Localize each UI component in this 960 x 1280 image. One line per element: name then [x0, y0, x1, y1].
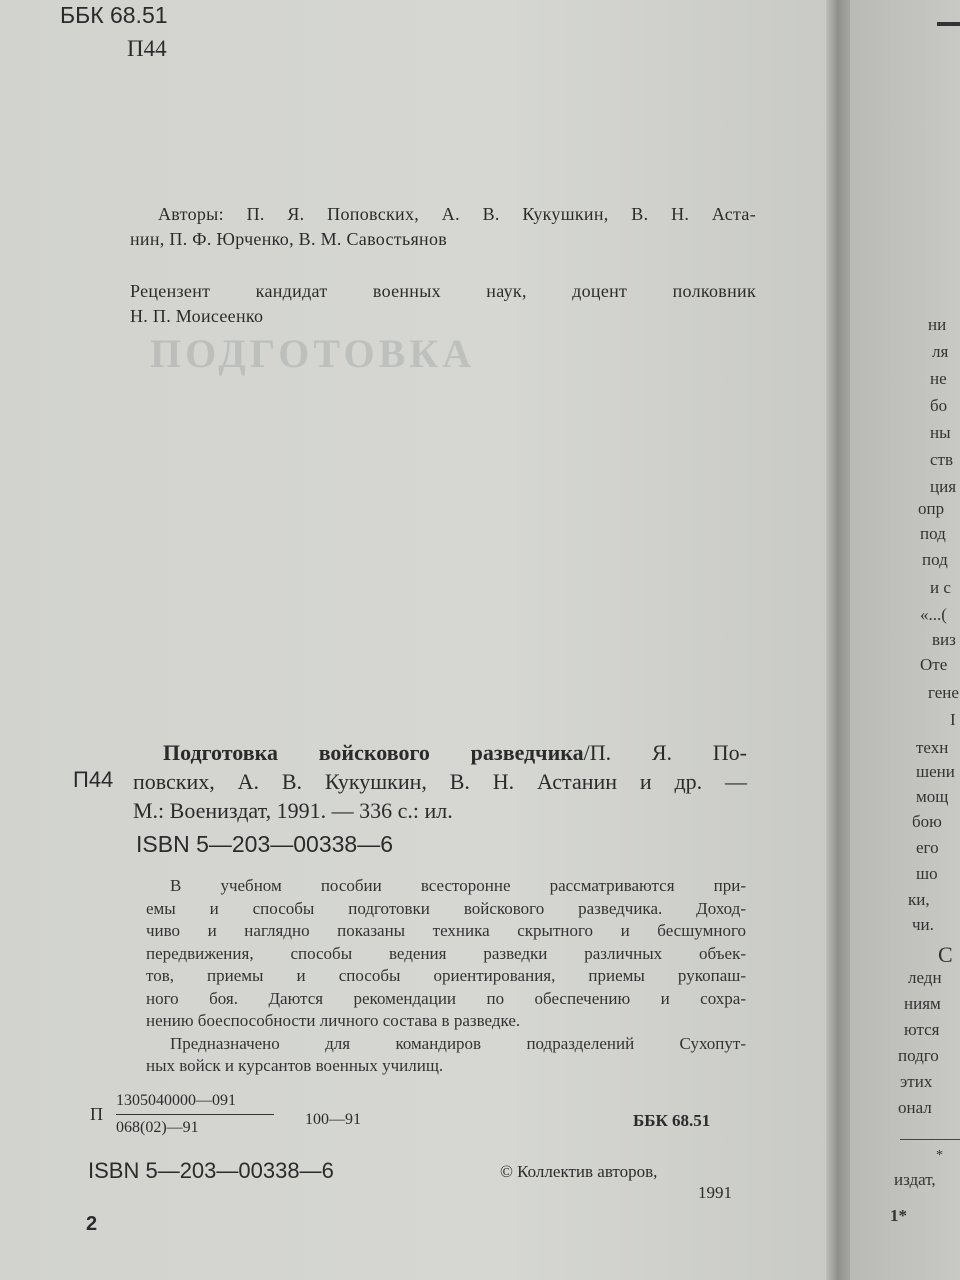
imprint-isbn: ISBN 5—203—00338—6 — [88, 1158, 334, 1183]
right-fragment: онал — [898, 1098, 932, 1117]
catalog-entry — [133, 738, 747, 825]
authors-block — [130, 202, 756, 252]
right-fragment: чи. — [912, 915, 934, 934]
page-number: 2 — [86, 1213, 98, 1235]
annotation-block — [146, 875, 746, 1078]
right-fragment: его — [916, 838, 939, 857]
imprint-numerator: 1305040000—091 — [116, 1090, 274, 1115]
annotation-line: нению боеспособности личного состава в разведке. — [146, 1011, 521, 1030]
annotation-line: В учебном пособии всесторонне рассматриваются при- — [170, 876, 746, 895]
authors-line-1: Авторы: П. Я. Поповских, А. В. Кукушкин, В. Н. Аста- — [158, 204, 756, 224]
right-fragment: «...( — [920, 605, 947, 624]
book-title: Подготовка войскового разведчика — [163, 740, 584, 765]
right-fragment: издат, — [894, 1170, 936, 1189]
catalog-line-3: М.: Воениздат, 1991. — 336 с.: ил. — [133, 798, 453, 823]
catalog-side-code: П44 — [73, 767, 114, 792]
catalog-title-line — [133, 738, 747, 767]
right-fragment: С — [938, 942, 953, 967]
right-fragment: шо — [916, 864, 938, 883]
title-rest: /П. Я. По- — [583, 740, 748, 765]
dash-mark — [937, 22, 960, 26]
right-fragment: бою — [912, 812, 942, 831]
right-fragment: виз — [932, 630, 956, 649]
annotation-line: чиво и наглядно показаны техника скрытного и бесшумного — [146, 921, 746, 940]
bleed-through-shadow: ПОДГОТОВКА — [150, 331, 476, 376]
right-fragment: подго — [898, 1046, 939, 1065]
right-fragment: под — [922, 550, 948, 569]
annotation-line: Предназначено для командиров подразделений Сухопут- — [170, 1033, 746, 1053]
copyright-year: 1991 — [698, 1183, 732, 1202]
right-fragment: бо — [930, 396, 948, 415]
right-fragment: ни — [928, 315, 947, 334]
copyright-line: © Коллектив авторов, — [500, 1162, 658, 1181]
right-fragment: ются — [904, 1020, 940, 1039]
right-fragment: ств — [930, 450, 954, 469]
catalog-line-2: повских, А. В. Кукушкин, В. Н. Астанин и др. — — [133, 769, 747, 794]
reviewer-line-2: Н. П. Моисеенко — [130, 306, 264, 326]
footnote-rule — [900, 1139, 960, 1140]
right-fragment: не — [930, 369, 947, 388]
imprint-letter: П — [90, 1104, 103, 1124]
right-fragment: техн — [916, 738, 949, 757]
right-fragment: ция — [930, 477, 957, 496]
right-fragment: опр — [918, 499, 945, 518]
right-fragment: 1* — [890, 1206, 907, 1225]
right-fragment: этих — [900, 1072, 933, 1091]
imprint-side-code: 100—91 — [305, 1111, 361, 1128]
right-fragment: ны — [930, 423, 951, 442]
annotation-line: емы и способы подготовки войскового разведчика. Доход- — [146, 898, 746, 918]
authors-line-2: нин, П. Ф. Юрченко, В. М. Савостьянов — [130, 229, 448, 249]
annotation-line: передвижения, способы ведения разведки различных объек- — [146, 943, 746, 963]
reviewer-line-1: Рецензент кандидат военных наук, доцент полковник — [130, 281, 756, 301]
catalog-isbn: ISBN 5—203—00338—6 — [136, 831, 393, 857]
annotation-line: ных войск и курсантов военных училищ. — [146, 1056, 444, 1075]
imprint-fraction — [116, 1090, 274, 1139]
book-gutter — [826, 0, 852, 1280]
right-fragment: под — [920, 524, 946, 543]
right-fragment: мощ — [916, 787, 949, 806]
header-bbk: ББК 68.51 — [60, 2, 168, 28]
header-code: П44 — [127, 36, 167, 61]
right-fragment: * — [936, 1148, 943, 1163]
right-fragment: ниям — [904, 994, 941, 1013]
right-fragment: и с — [930, 578, 951, 597]
annotation-line: ного боя. Даются рекомендации по обеспечению и сохра- — [146, 988, 746, 1008]
right-fragment: шени — [916, 762, 955, 781]
right-fragment: гене — [928, 683, 959, 702]
right-page-edge — [850, 0, 960, 1280]
right-fragment: I — [950, 710, 956, 729]
imprint-bbk: ББК 68.51 — [633, 1111, 711, 1130]
right-fragment: ки, — [908, 890, 930, 909]
reviewer-block — [130, 279, 756, 329]
right-fragment: Оте — [920, 655, 948, 674]
annotation-line: тов, приемы и способы ориентирования, приемы рукопаш- — [146, 966, 746, 985]
imprint-denominator: 068(02)—91 — [116, 1119, 199, 1136]
right-fragment: ля — [932, 342, 949, 361]
right-fragment: ледн — [908, 968, 942, 987]
